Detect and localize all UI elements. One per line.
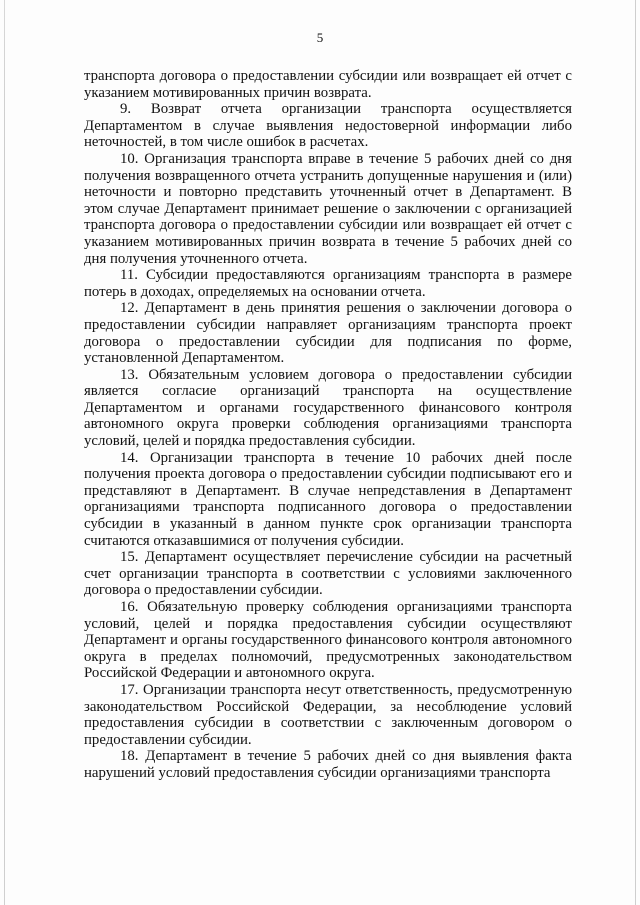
paragraph-17: 17. Организации транспорта несут ответственность, предусмотренную законодательством Российской Федерации, за несоблюдение условий предоставления субсидии в соответствии с заключенным договором о предоставлении субсидии. <box>84 681 572 748</box>
paragraph-continuation: транспорта договора о предоставлении субсидии или возвращает ей отчет с указанием мотивированных причин возврата. <box>84 68 572 101</box>
paragraph-10: 10. Организация транспорта вправе в течение 5 рабочих дней со дня получения возвращенного отчета устранить допущенные нарушения и (или) неточности и повторно представить уточненный отчет в Департамент. В этом случае Департамент принимает решение о заключении с организацией транспорта договора о предоставлении субсидии или возвращает ей отчет с указанием мотивированных причин возврата в течение 5 рабочих дней со дня получения уточненного отчета. <box>84 150 572 267</box>
paragraph-9: 9. Возврат отчета организации транспорта осуществляется Департаментом в случае выявления недостоверной информации либо неточностей, в том числе ошибок в расчетах. <box>84 101 572 151</box>
paragraph-12: 12. Департамент в день принятия решения о заключении договора о предоставлении субсидии направляет организациям транспорта проект договора о предоставлении субсидии для подписания по форме, установленной Департаментом. <box>84 300 572 367</box>
scan-edge-right <box>635 0 636 905</box>
scan-edge-left <box>4 0 5 905</box>
paragraph-15: 15. Департамент осуществляет перечисление субсидии на расчетный счет организации транспорта в соответствии с условиями заключенного договора о предоставлении субсидии. <box>84 549 572 599</box>
page-number: 5 <box>316 30 324 45</box>
paragraph-11: 11. Субсидии предоставляются организациям транспорта в размере потерь в доходах, определяемых на основании отчета. <box>84 267 572 300</box>
paragraph-14: 14. Организации транспорта в течение 10 рабочих дней после получения проекта договора о предоставлении субсидии подписывают его и представляют в Департамент. В случае непредставления в Департамент организациями транспорта подписанного договора о предоставлении субсидии в указанный в данном пункте срок организации транспорта считаются отказавшимися от получения субсидии. <box>84 449 572 549</box>
paragraph-18: 18. Департамент в течение 5 рабочих дней со дня выявления факта нарушений условий предоставления субсидии организациями транспорта <box>84 748 572 781</box>
paragraph-16: 16. Обязательную проверку соблюдения организациями транспорта условий, целей и порядка предоставления субсидии осуществляют Департамент и органы государственного финансового контроля автономного округа в пределах полномочий, предусмотренных законодательством Российской Федерации и автономного округа. <box>84 599 572 682</box>
document-body <box>84 68 572 782</box>
paragraph-13: 13. Обязательным условием договора о предоставлении субсидии является согласие организаций транспорта на осуществление Департаментом и органами государственного финансового контроля автономного округа проверки соблюдения организациями транспорта условий, целей и порядка предоставления субсидии. <box>84 366 572 450</box>
